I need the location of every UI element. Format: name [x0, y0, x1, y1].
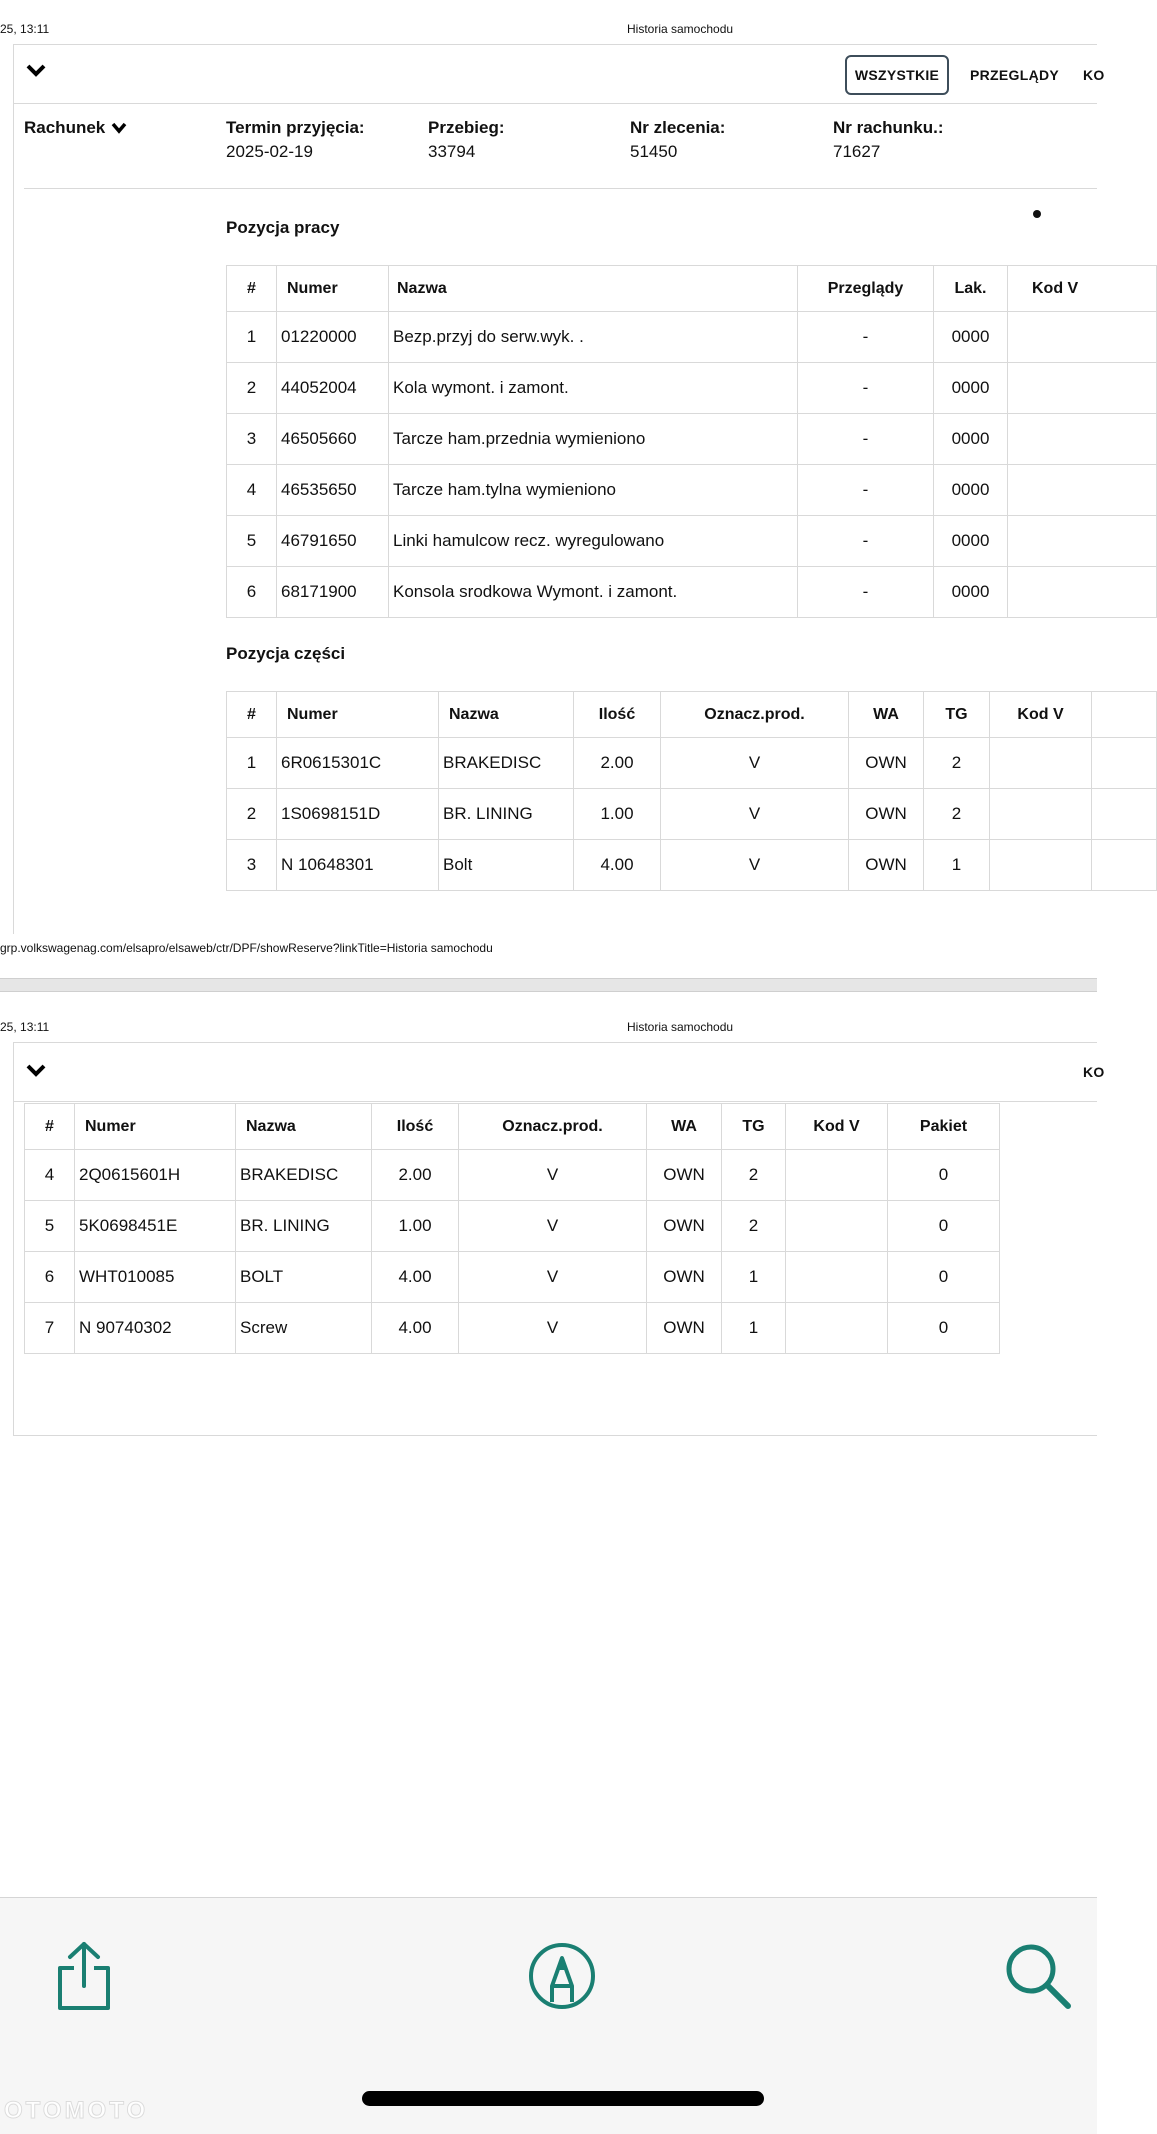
cell: Konsola srodkowa Wymont. i zamont.: [389, 567, 798, 618]
cell: Bolt: [439, 840, 574, 891]
cell: OWN: [647, 1303, 722, 1354]
table-row: [227, 789, 1157, 840]
cell: 5: [227, 516, 277, 567]
cell: Tarcze ham.tylna wymieniono: [389, 465, 798, 516]
share-icon[interactable]: [54, 1940, 114, 2017]
field-value: 2025-02-19: [226, 142, 313, 161]
col-header: Oznacz.prod.: [459, 1104, 647, 1150]
col-header: TG: [924, 692, 990, 738]
cell: 4: [25, 1150, 75, 1201]
toolbar-divider: [13, 103, 1097, 104]
parts-table: [226, 691, 1157, 891]
cell: 0000: [934, 516, 1008, 567]
cell: N 10648301: [277, 840, 439, 891]
table-row: [25, 1150, 1000, 1201]
cell: 2: [227, 363, 277, 414]
col-header-truncated: [1092, 692, 1157, 738]
cell: 0: [888, 1150, 1000, 1201]
cell: 3: [227, 840, 277, 891]
col-header: Numer: [277, 692, 439, 738]
toolbar-divider: [13, 1101, 1097, 1102]
cell: 2Q0615601H: [75, 1150, 236, 1201]
cell: -: [798, 312, 934, 363]
tab-truncated[interactable]: KO: [1083, 67, 1105, 83]
cell: 2.00: [372, 1150, 459, 1201]
cell: 0: [888, 1252, 1000, 1303]
field-label: Przebieg:: [428, 118, 505, 137]
field-mileage: [428, 118, 505, 162]
col-header: Kod V: [786, 1104, 888, 1150]
cell: 5K0698451E: [75, 1201, 236, 1252]
cell: [1008, 567, 1157, 618]
cell: OWN: [647, 1201, 722, 1252]
markup-icon[interactable]: [528, 1942, 596, 2015]
field-value: 33794: [428, 142, 476, 161]
cell: N 90740302: [75, 1303, 236, 1354]
cell: [990, 738, 1092, 789]
parts-table-continued: [24, 1103, 1000, 1354]
cell: 2: [227, 789, 277, 840]
cell: OWN: [647, 1150, 722, 1201]
cell: OWN: [849, 789, 924, 840]
cell: 1.00: [574, 789, 661, 840]
field-label: Nr rachunku.:: [833, 118, 944, 137]
cell: 1: [924, 840, 990, 891]
cell: [786, 1201, 888, 1252]
print-doc-title: Historia samochodu: [627, 1020, 734, 1034]
cell: Linki hamulcow recz. wyregulowano: [389, 516, 798, 567]
tab-all[interactable]: WSZYSTKIE: [845, 55, 949, 95]
field-invoice-number: [833, 118, 944, 162]
cell: -: [798, 567, 934, 618]
cell: Kola wymont. i zamont.: [389, 363, 798, 414]
cell: -: [798, 414, 934, 465]
table-row: [227, 738, 1157, 789]
cell: -: [798, 363, 934, 414]
cell: 4.00: [574, 840, 661, 891]
cell: [786, 1303, 888, 1354]
field-received-date: [226, 118, 365, 162]
invoice-toggle[interactable]: [24, 118, 127, 138]
cell: BOLT: [236, 1252, 372, 1303]
cell: -: [798, 516, 934, 567]
cell: BRAKEDISC: [439, 738, 574, 789]
cell: BRAKEDISC: [236, 1150, 372, 1201]
cell: [990, 789, 1092, 840]
cell: 4.00: [372, 1303, 459, 1354]
cell: 46791650: [277, 516, 389, 567]
col-header: #: [227, 692, 277, 738]
collapse-chevron-icon[interactable]: [26, 64, 46, 78]
cell: -: [798, 465, 934, 516]
print-doc-title: Historia samochodu: [627, 22, 734, 36]
col-header: Nazwa: [236, 1104, 372, 1150]
print-date-time: 25, 13:11: [0, 1020, 50, 1034]
cell: OWN: [849, 738, 924, 789]
cell: 2.00: [574, 738, 661, 789]
col-header: #: [227, 266, 277, 312]
cell: Bezp.przyj do serw.wyk. .: [389, 312, 798, 363]
cell: V: [661, 840, 849, 891]
work-table: [226, 265, 1157, 618]
cell: 0000: [934, 414, 1008, 465]
cell: 4.00: [372, 1252, 459, 1303]
table-row: [227, 312, 1157, 363]
table-header-row: [227, 692, 1157, 738]
cell: 1: [227, 312, 277, 363]
search-icon[interactable]: [1004, 1942, 1072, 2015]
cell: [1008, 363, 1157, 414]
cell: 3: [227, 414, 277, 465]
field-value: 71627: [833, 142, 881, 161]
table-row: [25, 1303, 1000, 1354]
table-row: [227, 516, 1157, 567]
table-row: [227, 363, 1157, 414]
col-header: Numer: [277, 266, 389, 312]
cell: V: [459, 1252, 647, 1303]
cell: Tarcze ham.przednia wymieniono: [389, 414, 798, 465]
cell: 44052004: [277, 363, 389, 414]
col-header: #: [25, 1104, 75, 1150]
col-header: Ilość: [372, 1104, 459, 1150]
col-header: WA: [849, 692, 924, 738]
cell: V: [661, 789, 849, 840]
cell: [1008, 312, 1157, 363]
cell: 6: [25, 1252, 75, 1303]
field-order-number: [630, 118, 725, 162]
cell: 7: [25, 1303, 75, 1354]
collapse-chevron-icon[interactable]: [26, 1064, 46, 1078]
col-header: Numer: [75, 1104, 236, 1150]
cell: 6R0615301C: [277, 738, 439, 789]
cell: OWN: [849, 840, 924, 891]
table-row: [25, 1201, 1000, 1252]
col-header: Kod V: [990, 692, 1092, 738]
print-url: grp.volkswagenag.com/elsapro/elsaweb/ctr/DPF/showReserve?linkTitle=Historia samochodu: [0, 941, 493, 955]
cell: [1092, 789, 1157, 840]
cell: 1: [722, 1252, 786, 1303]
home-indicator[interactable]: [362, 2091, 764, 2106]
tab-truncated[interactable]: KO: [1083, 1064, 1105, 1080]
cell: 1: [722, 1303, 786, 1354]
cell: 2: [924, 789, 990, 840]
tab-reviews[interactable]: PRZEGLĄDY: [970, 67, 1060, 83]
invoice-label: Rachunek: [24, 118, 106, 137]
cell: 2: [924, 738, 990, 789]
print-date-time: 25, 13:11: [0, 22, 50, 36]
col-header: Lak.: [934, 266, 1008, 312]
cell: OWN: [647, 1252, 722, 1303]
col-header: WA: [647, 1104, 722, 1150]
cell: [1092, 738, 1157, 789]
table-row: [25, 1252, 1000, 1303]
cell: 0: [888, 1201, 1000, 1252]
cell: 46535650: [277, 465, 389, 516]
bullet-dot: [1033, 210, 1041, 218]
table-row: [227, 414, 1157, 465]
cell: 1: [227, 738, 277, 789]
chevron-down-icon: [111, 122, 127, 134]
cell: 0000: [934, 567, 1008, 618]
cell: V: [459, 1150, 647, 1201]
table-row: [227, 567, 1157, 618]
cell: BR. LINING: [236, 1201, 372, 1252]
cell: [786, 1150, 888, 1201]
cell: 5: [25, 1201, 75, 1252]
cell: 01220000: [277, 312, 389, 363]
cell: 68171900: [277, 567, 389, 618]
field-value: 51450: [630, 142, 678, 161]
field-label: Termin przyjęcia:: [226, 118, 365, 137]
table-header-row: [227, 266, 1157, 312]
table-header-row: [25, 1104, 1000, 1150]
work-section-title: Pozycja pracy: [226, 218, 340, 237]
divider: [24, 188, 1097, 189]
cell: 0000: [934, 312, 1008, 363]
cell: V: [459, 1201, 647, 1252]
col-header: Nazwa: [439, 692, 574, 738]
col-header: TG: [722, 1104, 786, 1150]
cell: 6: [227, 567, 277, 618]
cell: 4: [227, 465, 277, 516]
table-row: [227, 465, 1157, 516]
cell: 1.00: [372, 1201, 459, 1252]
col-header: Nazwa: [389, 266, 798, 312]
cell: V: [661, 738, 849, 789]
cell: 2: [722, 1150, 786, 1201]
cell: 0000: [934, 363, 1008, 414]
field-label: Nr zlecenia:: [630, 118, 726, 137]
table-row: [227, 840, 1157, 891]
cell: [1008, 414, 1157, 465]
col-header: Kod V: [1008, 266, 1157, 312]
col-header: Przeglądy: [798, 266, 934, 312]
cell: WHT010085: [75, 1252, 236, 1303]
cell: 0: [888, 1303, 1000, 1354]
cell: [990, 840, 1092, 891]
cell: 2: [722, 1201, 786, 1252]
cell: 1S0698151D: [277, 789, 439, 840]
cell: V: [459, 1303, 647, 1354]
col-header: Pakiet: [888, 1104, 1000, 1150]
watermark: OTOMOTO: [4, 2097, 149, 2124]
cell: BR. LINING: [439, 789, 574, 840]
col-header: Oznacz.prod.: [661, 692, 849, 738]
cell: 46505660: [277, 414, 389, 465]
cell: Screw: [236, 1303, 372, 1354]
cell: [786, 1252, 888, 1303]
cell: 0000: [934, 465, 1008, 516]
cell: [1008, 516, 1157, 567]
page-separator: [0, 978, 1097, 992]
cell: [1008, 465, 1157, 516]
parts-section-title: Pozycja części: [226, 644, 346, 663]
cell: [1092, 840, 1157, 891]
col-header: Ilość: [574, 692, 661, 738]
